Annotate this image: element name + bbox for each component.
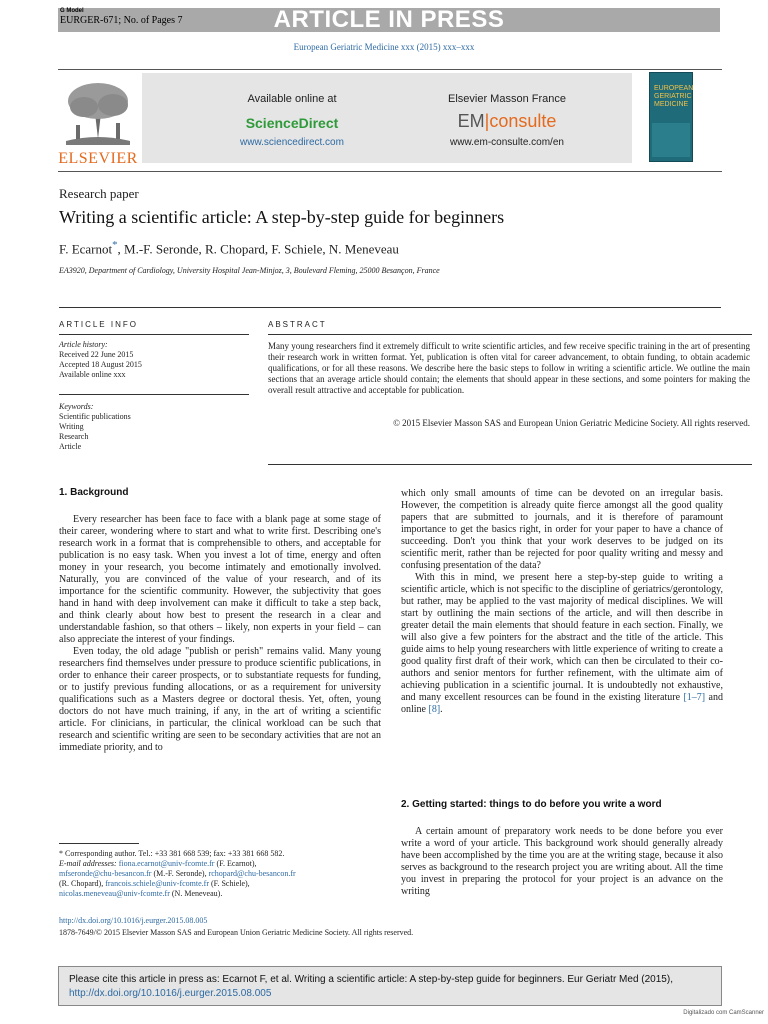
paper-type-label: Research paper	[59, 186, 139, 201]
sciencedirect-logo: ScienceDirect	[245, 115, 339, 131]
email-owner: (F. Schiele),	[209, 879, 250, 888]
keyword-item: Research	[59, 432, 89, 441]
abstract-copyright: © 2015 Elsevier Masson SAS and European Union Geriatric Medicine Society. All rights reserved.	[393, 418, 750, 428]
em-consulte-logo	[442, 111, 572, 132]
footnote-rule	[59, 843, 139, 844]
masthead-bottom-rule	[58, 171, 722, 172]
availability-box	[142, 73, 632, 163]
email-link[interactable]: mfseronde@chu-besancon.fr	[59, 869, 152, 878]
keywords-block	[59, 402, 131, 452]
em-logo-bar: |	[484, 111, 490, 131]
cite-this-article-text	[69, 973, 717, 1001]
journal-cover-title: EUROPEAN GERIATRIC MEDICINE	[654, 85, 694, 108]
author-list	[59, 239, 399, 257]
journal-cover-thumbnail	[649, 72, 693, 162]
journal-citation-line[interactable]: European Geriatric Medicine xxx (2015) xxx–xxx	[293, 42, 475, 52]
cite-doi-link[interactable]: http://dx.doi.org/10.1016/j.eurger.2015.08.005	[69, 988, 272, 999]
title-divider	[59, 307, 721, 308]
paper-title: Writing a scientific article: A step-by-step guide for beginners	[59, 207, 505, 227]
email-link[interactable]: nicolas.meneveau@univ-fcomte.fr	[59, 889, 170, 898]
article-in-press-title: ARTICLE IN PRESS	[273, 6, 505, 33]
paragraph: A certain amount of preparatory work needs to be done before you ever write a word of your article. This background work should generally already have been accomplished by the time you are at the writing stage, because it also serves as background to the research project you are writing about. All the time you invest in preparing the protocol for your project is an advance on the writing	[401, 826, 723, 897]
author-first: F. Ecarnot	[59, 241, 113, 257]
citation-link[interactable]: [8]	[428, 704, 441, 715]
footnote-emails-line1	[59, 859, 379, 869]
footnote-emails-line3	[59, 879, 379, 889]
email-owner: (R. Chopard),	[59, 879, 106, 888]
paragraph: Every researcher has been face to face with a blank page at some stage of their career, wondering where to start and what to write first. Describing one's research work in a format that is comprehensible to others, and acceptable for publication is no easy task. When you invest a lot of time, energy and often money in your research, you become intimately and emotionally involved. Naturally, you are convinced of the value of your research, and of its importance for the scientific community. However, the subjectivity that goes hand in hand with deep involvement can make it difficult to take a step back, and think clearly about how best to present the research in a clear and understandable fashion, so that others – likely, non experts in your field – can also appreciate the interest of your findings.	[59, 514, 381, 645]
sciencedirect-link[interactable]: www.sciencedirect.com	[240, 137, 344, 148]
email-owner: (F. Ecarnot),	[214, 859, 257, 868]
keywords-rule	[59, 394, 249, 395]
keyword-item: Article	[59, 442, 82, 451]
journal-cover-panel	[652, 123, 690, 157]
footnote-corresponding	[59, 849, 379, 859]
keyword-item: Scientific publications	[59, 412, 131, 421]
corresponding-author-marker[interactable]: *	[112, 239, 118, 251]
cite-sentence: Please cite this article in press as: Ecarnot F, et al. Writing a scientific article: A step-by-step guide for beginners. Eur Geriatr Med (2015),	[69, 974, 673, 985]
abstract-text: Many young researchers find it extremely difficult to write scientific articles, and few receive specific training in the art of presenting their research work in written format. Yet, publication is often vital for career advancement, to obtain funding, to obtain academic qualifications, or for all these reasons. We describe here the basic steps to follow in writing a scientific article. We outline the main sections that an average article should contain; the elements that should appear in these sections, and some pointers for making the overall result attractive and acceptable for publication.	[268, 341, 750, 395]
footnote-emails-line4	[59, 889, 379, 899]
online-date: Available online xxx	[59, 370, 126, 379]
paragraph: which only small amounts of time can be devoted on an irregular basis. However, the competition is already quite fierce amongst all the good quality papers that are submitted to journals, and it is therefore of paramount importance to get the basics right, in order for your paper to have a chance of succeeding. Don't you think that your work deserves to be judged on its scientific merit, rather than be rejected for poor quality writing and messy and confusing presentation of the data?	[401, 488, 723, 571]
corresponding-author-footnote	[59, 849, 379, 899]
masthead-top-rule	[58, 69, 722, 70]
section-heading-getting-started: 2. Getting started: things to do before you write a word	[401, 799, 662, 810]
history-label: Article history:	[59, 340, 108, 349]
received-date: Received 22 June 2015	[59, 350, 134, 359]
em-logo-em: EM	[457, 111, 485, 131]
section-heading-background: 1. Background	[59, 487, 129, 498]
available-online-label: Available online at	[247, 93, 337, 105]
issn-copyright-line: 1878-7649/© 2015 Elsevier Masson SAS and European Union Geriatric Medicine Society. All rights reserved.	[59, 928, 414, 937]
right-column-text	[401, 488, 723, 716]
paragraph-text: and online	[401, 692, 723, 715]
article-history	[59, 340, 142, 380]
cite-this-article-box	[58, 966, 722, 1006]
email-label: E-mail addresses:	[59, 859, 117, 868]
document-reference: EURGER-671; No. of Pages 7	[60, 15, 183, 26]
footnote-phone: Corresponding author. Tel.: +33 381 668 539; fax: +33 381 668 582.	[65, 849, 285, 858]
paragraph	[401, 572, 723, 716]
email-link[interactable]: rchopard@chu-besancon.fr	[208, 869, 296, 878]
g-model-label: G Model	[60, 8, 84, 14]
doi-link[interactable]: http://dx.doi.org/10.1016/j.eurger.2015.08.005	[59, 916, 208, 925]
keywords-label: Keywords:	[59, 402, 94, 411]
elsevier-wordmark: ELSEVIER	[58, 150, 138, 167]
citation-link[interactable]: [1–7]	[683, 692, 706, 703]
footnote-star: *	[59, 849, 63, 858]
author-affiliation: EA3920, Department of Cardiology, University Hospital Jean-Minjoz, 3, Boulevard Fleming, 25000 Besançon, France	[59, 266, 440, 275]
author-rest: , M.-F. Seronde, R. Chopard, F. Schiele, N. Meneveau	[117, 241, 399, 257]
scanner-watermark: Digitalizado com CamScanner	[683, 1010, 764, 1016]
abstract-bottom-rule	[268, 464, 752, 465]
footnote-emails-line2	[59, 869, 379, 879]
right-column-section2	[401, 826, 723, 898]
abstract-top-rule	[268, 334, 752, 335]
email-link[interactable]: fiona.ecarnot@univ-fcomte.fr	[118, 859, 215, 868]
email-link[interactable]: francois.schiele@univ-fcomte.fr	[105, 879, 209, 888]
paragraph-text: With this in mind, we present here a step-by-step guide to writing a scientific article, which is not specific to the discipline of geriatrics/gerontology, but rather, may be applied to the vast majority of medical disciplines. We will start by outlining the main sections of the article, and will then describe in greater detail the main elements that should feature in each section. Finally, we will also give a few pointers for the abstract and the title of the article. This guide aims to help young researchers with little experience of writing to create a good quality first draft of their work, which can then be circulated to their co-authors and senior mentors for further refinement, with the ultimate aim of achieving publication in a scientific journal. It is undoubtedly not exhaustive, and many excellent resources can be found in the existing literature	[401, 572, 723, 703]
article-info-rule	[59, 334, 249, 335]
em-publisher-label: Elsevier Masson France	[448, 93, 566, 105]
left-column-text	[59, 514, 381, 754]
paragraph: Even today, the old adage "publish or perish" remains valid. Many young researchers find themselves under pressure to produce scientific publications, in order to enhance their career prospects, or to substantiate requests for funding, or to justify previous funding allocations, or as a requirement for university qualifications such as a Masters degree or doctoral thesis. Yet, often, young doctors do not have much training, if any, in the art of writing a scientific article. For clinicians, in particular, the clinical workload can be such that research and scientific writing are seen to be secondary activities that are not an immediate priority, and to	[59, 646, 381, 753]
em-consulte-link[interactable]: www.em-consulte.com/en	[450, 137, 564, 148]
em-logo-consulte: consulte	[489, 111, 557, 131]
accepted-date: Accepted 18 August 2015	[59, 360, 142, 369]
email-owner: (N. Meneveau).	[169, 889, 223, 898]
keyword-item: Writing	[59, 422, 84, 431]
abstract-heading: ABSTRACT	[268, 320, 327, 329]
email-owner: (M.-F. Seronde),	[151, 869, 209, 878]
paragraph-text: .	[440, 704, 443, 715]
article-info-heading: ARTICLE INFO	[59, 320, 138, 329]
